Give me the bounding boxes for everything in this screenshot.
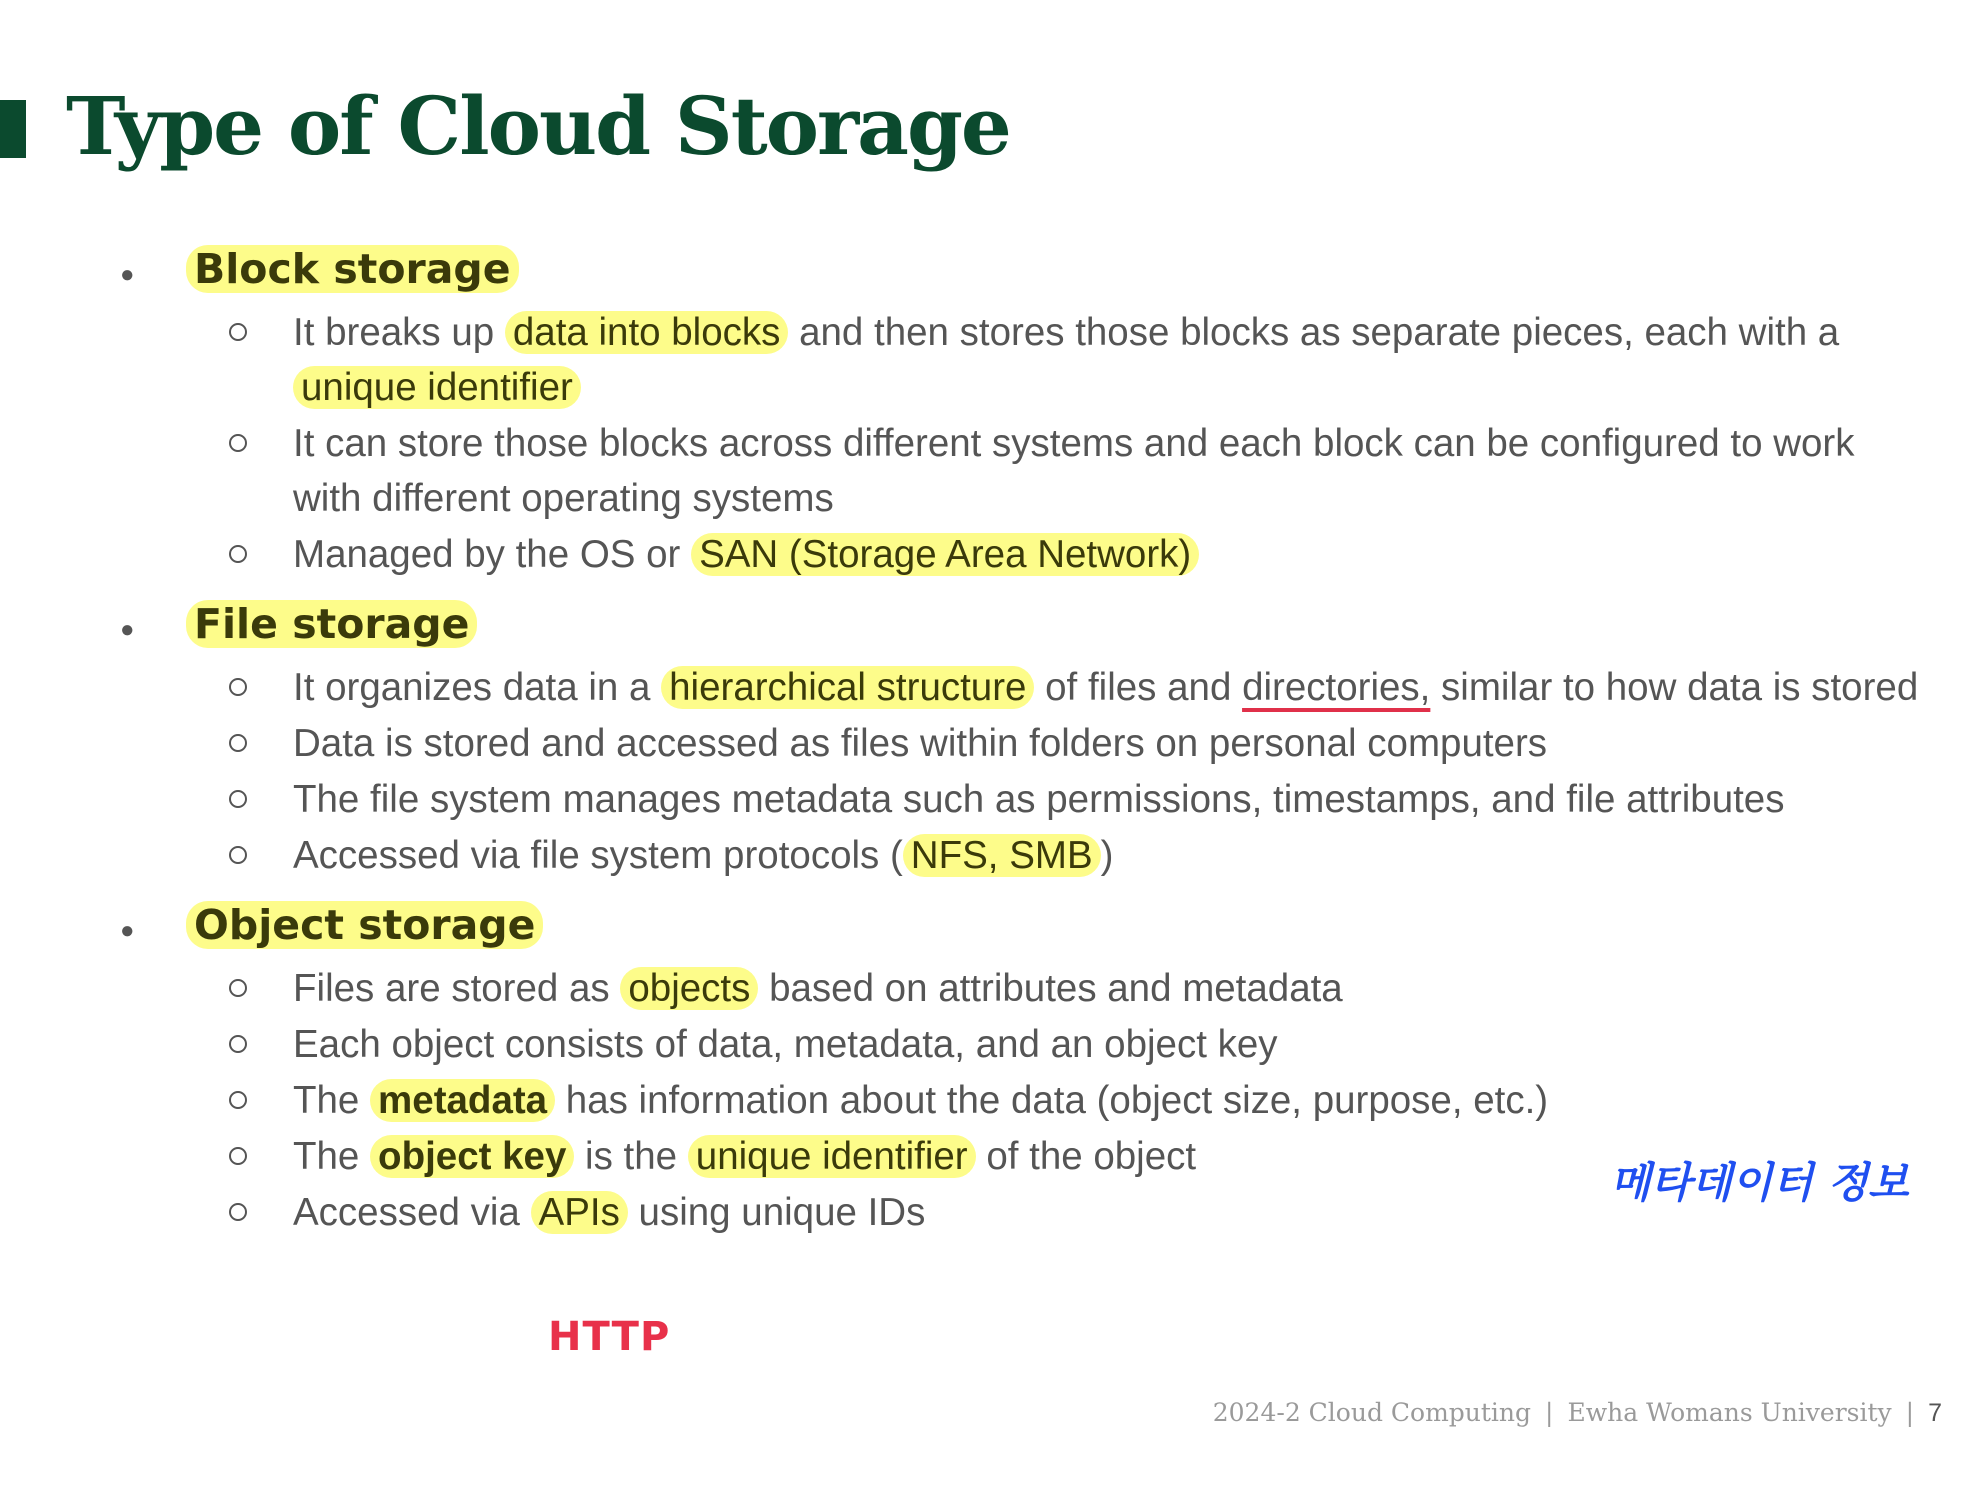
bullet-icon: ●	[120, 616, 135, 643]
footer-course: 2024-2 Cloud Computing	[1212, 1398, 1532, 1427]
highlight: object key	[370, 1135, 574, 1178]
highlight: hierarchical structure	[661, 666, 1034, 709]
footer-separator: |	[1905, 1398, 1915, 1427]
underlined-text: directories,	[1242, 666, 1431, 709]
slide-title: Type of Cloud Storage	[66, 79, 1010, 173]
list-item: The metadata has information about the data (object size, purpose, etc.)	[0, 1073, 1980, 1128]
circle-bullet-icon	[229, 323, 247, 341]
highlight: unique identifier	[688, 1135, 976, 1178]
list-item: Each object consists of data, metadata, and an object key	[0, 1017, 1980, 1072]
handwritten-annotation-korean: 메타데이터 정보	[1610, 1158, 1909, 1207]
page-number: 7	[1928, 1399, 1942, 1427]
highlight: NFS, SMB	[903, 834, 1101, 877]
circle-bullet-icon	[229, 1091, 247, 1109]
list-item: The file system manages metadata such as permissions, timestamps, and file attributes	[0, 772, 1980, 827]
list-item: Data is stored and accessed as files within folders on personal computers	[0, 716, 1980, 771]
circle-bullet-icon	[229, 846, 247, 864]
list-item: It organizes data in a hierarchical structure of files and directories, similar to how data is stored	[0, 660, 1980, 715]
list-item: Accessed via APIs using unique IDs	[0, 1185, 1980, 1240]
title-accent-bar	[0, 100, 26, 158]
highlight: APIs	[531, 1191, 628, 1234]
sub-list	[0, 660, 1980, 883]
footer-university: Ewha Womans University	[1567, 1398, 1892, 1427]
section-heading: File storage	[186, 600, 477, 648]
bullet-icon: ●	[120, 261, 135, 288]
highlight: SAN (Storage Area Network)	[691, 533, 1199, 576]
list-item: Accessed via file system protocols ( NFS, SMB )	[0, 828, 1980, 883]
circle-bullet-icon	[229, 790, 247, 808]
handwritten-annotation-http: HTTP	[548, 1314, 671, 1360]
section-block-storage	[0, 245, 1980, 582]
circle-bullet-icon	[229, 1035, 247, 1053]
circle-bullet-icon	[229, 1203, 247, 1221]
footer-separator: |	[1545, 1398, 1554, 1427]
highlight: unique identifier	[293, 366, 581, 409]
list-item: Files are stored as objects based on attributes and metadata	[0, 961, 1980, 1016]
sub-list	[0, 305, 1980, 582]
list-item: Managed by the OS or SAN (Storage Area Network)	[0, 527, 1980, 582]
circle-bullet-icon	[229, 1147, 247, 1165]
section-heading: Object storage	[186, 901, 543, 949]
bullet-icon: ●	[120, 917, 135, 944]
circle-bullet-icon	[229, 734, 247, 752]
highlight: data into blocks	[505, 311, 789, 354]
section-file-storage	[0, 600, 1980, 883]
highlight: objects	[620, 967, 758, 1010]
circle-bullet-icon	[229, 979, 247, 997]
circle-bullet-icon	[229, 434, 247, 452]
slide-footer	[1213, 1398, 1942, 1428]
section-heading: Block storage	[186, 245, 519, 293]
list-item: It can store those blocks across different systems and each block can be configured to work with different operating systems	[0, 416, 1980, 526]
highlight: metadata	[370, 1079, 555, 1122]
circle-bullet-icon	[229, 678, 247, 696]
slide-content	[0, 245, 1980, 1258]
list-item: It breaks up data into blocks and then stores those blocks as separate pieces, each with a unique identifier	[0, 305, 1980, 415]
circle-bullet-icon	[229, 545, 247, 563]
list-item: The object key is the unique identifier of the object	[0, 1129, 1980, 1184]
